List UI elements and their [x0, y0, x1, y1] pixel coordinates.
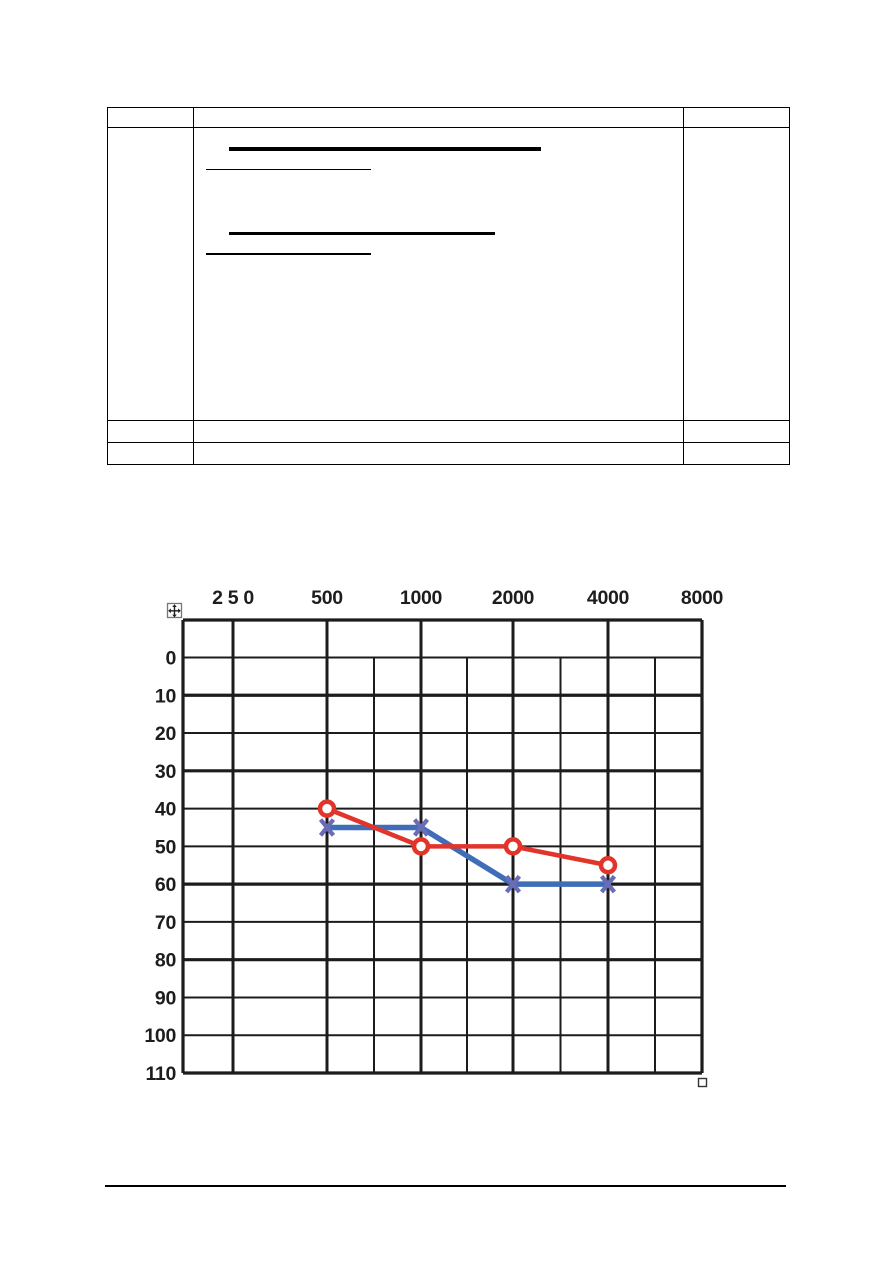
info-table: [107, 107, 790, 465]
y-tick-label: 10: [154, 685, 176, 708]
resize-handle-icon[interactable]: [699, 1079, 707, 1087]
y-tick-label: 70: [154, 911, 176, 934]
table-cell: [684, 108, 790, 128]
marker-O: [601, 858, 615, 872]
x-tick-label: 2 5 0: [212, 587, 254, 609]
table-cell: [194, 108, 684, 128]
redacted-line-thin: [206, 169, 371, 171]
table-cell: [194, 443, 684, 465]
y-tick-label: 0: [165, 647, 176, 670]
audiogram-figure[interactable]: [130, 580, 760, 1100]
marker-O: [320, 802, 334, 816]
y-tick-label: 50: [154, 836, 176, 859]
y-tick-label: 100: [144, 1025, 176, 1048]
y-tick-label: 80: [154, 949, 176, 972]
y-tick-label: 30: [154, 760, 176, 783]
redacted-line-thick: [229, 147, 541, 151]
table-cell: [684, 128, 790, 421]
x-tick-label: 500: [311, 587, 343, 609]
marker-O: [506, 839, 520, 853]
audiogram-chart: [130, 580, 760, 1100]
table-cell: [108, 421, 194, 443]
table-cell: [194, 421, 684, 443]
table-cell: [194, 128, 684, 421]
table-cell: [684, 443, 790, 465]
footer-rule: [105, 1185, 786, 1187]
y-tick-label: 20: [154, 723, 176, 746]
table-row: [108, 421, 790, 443]
redacted-line-thick: [229, 232, 495, 236]
table-cell: [108, 108, 194, 128]
y-tick-label: 110: [145, 1063, 176, 1086]
marker-O: [414, 839, 428, 853]
table-cell: [108, 443, 194, 465]
x-tick-label: 2000: [491, 587, 535, 609]
table-row: [108, 108, 790, 128]
redacted-line-thin: [206, 253, 371, 255]
table-cell: [108, 128, 194, 421]
move-handle-icon[interactable]: [168, 604, 182, 618]
x-tick-label: 4000: [586, 587, 630, 609]
y-tick-label: 60: [154, 874, 176, 897]
x-tick-label: 1000: [399, 587, 443, 609]
table-row: [108, 443, 790, 465]
table-cell: [684, 421, 790, 443]
y-tick-label: 90: [154, 987, 176, 1010]
y-tick-label: 40: [154, 798, 176, 821]
table-row: [108, 128, 790, 421]
x-tick-label: 8000: [680, 587, 724, 609]
